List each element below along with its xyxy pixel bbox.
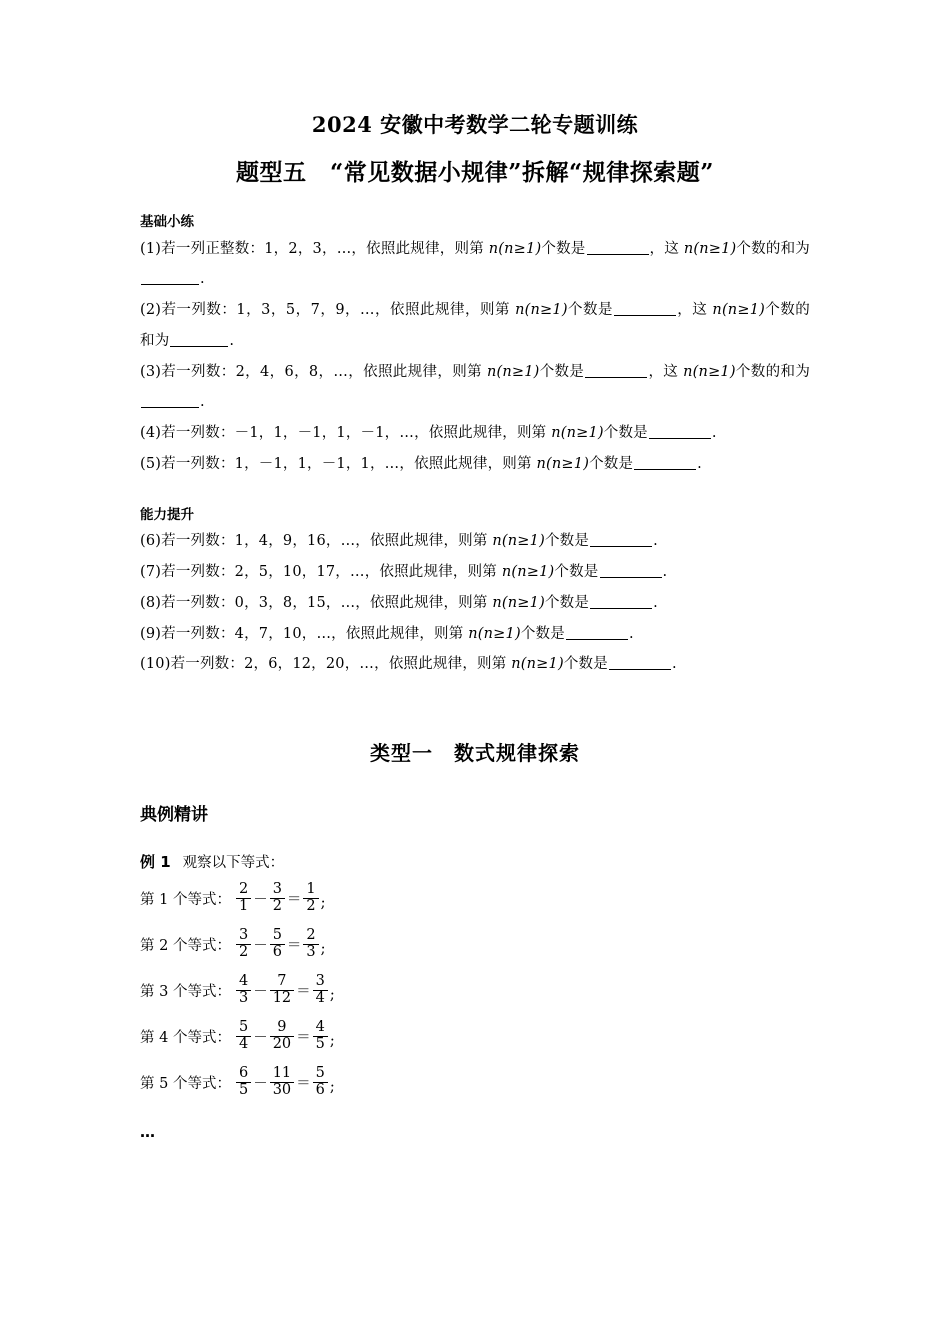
fraction-left bbox=[236, 928, 251, 960]
question-text: 若一列数：2，4，6，8，…，依照此规律，则第 bbox=[161, 363, 487, 380]
example-tag: 例 1 bbox=[140, 852, 171, 871]
question-number: (9) bbox=[140, 625, 162, 642]
minus-operator: － bbox=[253, 1075, 268, 1092]
fraction-numerator: 7 bbox=[277, 972, 287, 989]
equation-label: 第 5 个等式： bbox=[140, 1075, 231, 1092]
question-text-tail: 个数的和为 bbox=[736, 240, 810, 257]
section-label-basic: 基础小练 bbox=[140, 213, 194, 230]
question-text-end: . bbox=[229, 332, 235, 349]
question-text: 若一列数：0，3，8，15，…，依照此规律，则第 bbox=[161, 594, 493, 611]
minus-operator: － bbox=[253, 937, 268, 954]
fraction-left bbox=[236, 1066, 251, 1098]
question-text-end: . bbox=[653, 533, 658, 550]
question-text-end: . bbox=[200, 394, 205, 411]
equation-body bbox=[235, 1066, 335, 1098]
fraction-denominator: 30 bbox=[270, 1082, 294, 1099]
question-text-tail: 个数的和为 bbox=[735, 363, 811, 380]
equation-body bbox=[235, 1020, 335, 1052]
equation-row bbox=[140, 921, 810, 967]
equation-terminator: ; bbox=[329, 1033, 335, 1050]
fraction-numerator: 5 bbox=[315, 1064, 325, 1081]
fraction-denominator: 4 bbox=[236, 1036, 251, 1053]
question-variable: n(n≥1) bbox=[683, 240, 737, 257]
question-number: (7) bbox=[140, 564, 162, 581]
equation-body bbox=[235, 882, 326, 914]
subsection-heading: 典例精讲 bbox=[140, 805, 208, 826]
fraction-numerator: 3 bbox=[238, 926, 249, 943]
fraction-denominator: 6 bbox=[313, 1082, 328, 1099]
question-text-end: . bbox=[662, 564, 668, 581]
fraction-denominator: 2 bbox=[303, 898, 318, 915]
fraction-denominator: 2 bbox=[270, 898, 285, 915]
fraction-numerator: 3 bbox=[272, 880, 282, 897]
fraction-numerator: 11 bbox=[272, 1064, 292, 1081]
fraction-denominator: 12 bbox=[270, 990, 294, 1007]
fraction-numerator: 5 bbox=[238, 1018, 249, 1035]
fraction-middle bbox=[270, 1066, 294, 1098]
question-text: 若一列数：2，5，10，17，…，依照此规律，则第 bbox=[161, 564, 502, 581]
question-text-tail: 个数的和为 bbox=[140, 302, 810, 349]
question-variable: n(n≥1) bbox=[515, 302, 568, 319]
fraction-numerator: 9 bbox=[277, 1018, 287, 1035]
question-text-mid: 个数是 bbox=[541, 240, 586, 257]
question-number: (6) bbox=[140, 533, 162, 550]
question-item bbox=[140, 418, 810, 449]
minus-operator: － bbox=[253, 1029, 268, 1046]
fraction-middle bbox=[270, 882, 285, 914]
question-number: (2) bbox=[140, 302, 162, 319]
equation-row bbox=[140, 1013, 810, 1059]
question-text-end: . bbox=[653, 594, 658, 611]
question-text-mid: 个数是 bbox=[520, 625, 565, 642]
equation-terminator: ; bbox=[320, 941, 326, 958]
question-variable: n(n≥1) bbox=[486, 363, 540, 380]
answer-blank[interactable] bbox=[649, 438, 711, 439]
fraction-right bbox=[303, 882, 318, 914]
equation-terminator: ; bbox=[320, 895, 326, 912]
fraction-denominator: 5 bbox=[236, 1082, 251, 1099]
question-number: (1) bbox=[140, 240, 162, 257]
answer-blank[interactable] bbox=[609, 669, 671, 670]
fraction-right bbox=[313, 1066, 328, 1098]
fraction-left bbox=[236, 1020, 251, 1052]
question-text-mid: 个数是 bbox=[567, 302, 613, 319]
question-text-mid: 个数是 bbox=[544, 594, 590, 611]
fraction-numerator: 5 bbox=[272, 926, 282, 943]
equation-body bbox=[235, 974, 335, 1006]
question-item bbox=[140, 588, 810, 619]
fraction-numerator: 2 bbox=[238, 880, 249, 897]
equals-operator: ＝ bbox=[286, 891, 302, 908]
equals-operator: ＝ bbox=[296, 1075, 311, 1092]
fraction-denominator: 3 bbox=[236, 990, 251, 1007]
question-text-end: . bbox=[200, 271, 205, 288]
question-text-cont: ，这 bbox=[649, 240, 684, 257]
question-text-cont: ，这 bbox=[648, 363, 684, 380]
fraction-numerator: 3 bbox=[315, 972, 325, 989]
question-item bbox=[140, 526, 810, 557]
question-text: 若一列数：1，－1，1，－1，1，…，依照此规律，则第 bbox=[161, 455, 537, 472]
type-heading: 类型一 数式规律探索 bbox=[370, 741, 580, 766]
example-text: 观察以下等式： bbox=[182, 854, 285, 871]
question-number: (10) bbox=[140, 656, 171, 673]
answer-blank[interactable] bbox=[590, 546, 652, 547]
equation-row bbox=[140, 875, 810, 921]
equation-label: 第 3 个等式： bbox=[140, 983, 231, 1000]
fraction-numerator: 1 bbox=[306, 880, 316, 897]
question-text: 若一列数：2，6，12，20，…，依照此规律，则第 bbox=[170, 656, 512, 673]
equals-operator: ＝ bbox=[286, 937, 302, 954]
fraction-denominator: 4 bbox=[313, 990, 328, 1007]
question-number: (5) bbox=[140, 455, 162, 472]
section-label-advanced: 能力提升 bbox=[140, 506, 194, 523]
answer-blank[interactable] bbox=[170, 346, 228, 347]
answer-blank[interactable] bbox=[141, 407, 199, 408]
question-item bbox=[140, 357, 810, 418]
question-item bbox=[140, 649, 810, 680]
question-variable: n(n≥1) bbox=[551, 425, 604, 442]
fraction-right bbox=[313, 1020, 328, 1052]
question-item bbox=[140, 234, 810, 295]
document-subtitle: 题型五 “常见数据小规律”拆解“规律探索题” bbox=[236, 159, 714, 187]
fraction-numerator: 4 bbox=[315, 1018, 325, 1035]
answer-blank[interactable] bbox=[585, 377, 647, 378]
equation-terminator: ; bbox=[329, 1079, 335, 1096]
question-text-mid: 个数是 bbox=[539, 363, 585, 380]
question-item bbox=[140, 557, 810, 588]
question-variable: n(n≥1) bbox=[683, 363, 736, 380]
question-text-mid: 个数是 bbox=[563, 656, 608, 673]
question-text: 若一列数：1，4，9，16，…，依照此规律，则第 bbox=[161, 533, 493, 550]
fraction-left bbox=[236, 974, 251, 1006]
question-variable: n(n≥1) bbox=[511, 656, 564, 673]
fraction-middle bbox=[270, 1020, 294, 1052]
fraction-numerator: 2 bbox=[306, 926, 316, 943]
fraction-right bbox=[303, 928, 318, 960]
fraction-denominator: 2 bbox=[236, 944, 251, 961]
question-variable: n(n≥1) bbox=[492, 533, 545, 550]
equation-label: 第 2 个等式： bbox=[140, 937, 231, 954]
question-text-mid: 个数是 bbox=[554, 564, 599, 581]
document-title: 2024 安徽中考数学二轮专题训练 bbox=[311, 112, 639, 137]
question-text-end: . bbox=[711, 425, 717, 442]
example-intro bbox=[140, 828, 810, 875]
question-text-end: . bbox=[628, 625, 634, 642]
answer-blank[interactable] bbox=[587, 254, 649, 255]
equation-row bbox=[140, 967, 810, 1013]
question-variable: n(n≥1) bbox=[492, 594, 545, 611]
question-variable: n(n≥1) bbox=[468, 625, 521, 642]
question-text-mid: 个数是 bbox=[603, 425, 648, 442]
question-variable: n(n≥1) bbox=[501, 564, 555, 581]
equation-body bbox=[235, 928, 326, 960]
answer-blank[interactable] bbox=[566, 639, 628, 640]
question-item bbox=[140, 619, 810, 650]
fraction-left bbox=[236, 882, 251, 914]
fraction-right bbox=[313, 974, 328, 1006]
minus-operator: － bbox=[253, 891, 268, 908]
answer-blank[interactable] bbox=[634, 469, 696, 470]
question-variable: n(n≥1) bbox=[712, 302, 765, 319]
question-number: (8) bbox=[140, 594, 162, 611]
question-text-end: . bbox=[697, 455, 702, 472]
question-item bbox=[140, 449, 810, 480]
answer-blank[interactable] bbox=[590, 608, 652, 609]
question-text: 若一列数：－1，1，－1，1，－1，…，依照此规律，则第 bbox=[161, 425, 552, 442]
fraction-middle bbox=[270, 928, 285, 960]
equals-operator: ＝ bbox=[296, 983, 311, 1000]
equation-ellipsis: … bbox=[140, 1123, 157, 1142]
question-number: (3) bbox=[140, 363, 162, 380]
equation-terminator: ; bbox=[329, 987, 335, 1004]
fraction-denominator: 6 bbox=[270, 944, 285, 961]
equation-label: 第 1 个等式： bbox=[140, 891, 231, 908]
fraction-denominator: 3 bbox=[303, 944, 318, 961]
fraction-denominator: 5 bbox=[313, 1036, 328, 1053]
answer-blank[interactable] bbox=[600, 577, 662, 578]
fraction-numerator: 4 bbox=[238, 972, 249, 989]
question-text-mid: 个数是 bbox=[589, 455, 634, 472]
question-text-end: . bbox=[671, 656, 677, 673]
fraction-denominator: 1 bbox=[236, 898, 251, 915]
equation-row bbox=[140, 1059, 810, 1105]
question-text-cont: ，这 bbox=[677, 302, 713, 319]
question-text: 若一列数：4，7，10，…，依照此规律，则第 bbox=[161, 625, 469, 642]
question-item bbox=[140, 295, 810, 356]
question-text: 若一列正整数：1，2，3，…，依照此规律，则第 bbox=[161, 240, 489, 257]
fraction-numerator: 6 bbox=[238, 1064, 249, 1081]
answer-blank[interactable] bbox=[614, 315, 676, 316]
minus-operator: － bbox=[253, 983, 268, 1000]
question-text: 若一列数：1，3，5，7，9，…，依照此规律，则第 bbox=[161, 302, 516, 319]
fraction-middle bbox=[270, 974, 294, 1006]
equation-label: 第 4 个等式： bbox=[140, 1029, 231, 1046]
question-text-mid: 个数是 bbox=[544, 533, 590, 550]
equals-operator: ＝ bbox=[296, 1029, 311, 1046]
answer-blank[interactable] bbox=[141, 284, 199, 285]
question-variable: n(n≥1) bbox=[488, 240, 542, 257]
question-number: (4) bbox=[140, 425, 162, 442]
question-variable: n(n≥1) bbox=[536, 455, 590, 472]
fraction-denominator: 20 bbox=[270, 1036, 294, 1053]
